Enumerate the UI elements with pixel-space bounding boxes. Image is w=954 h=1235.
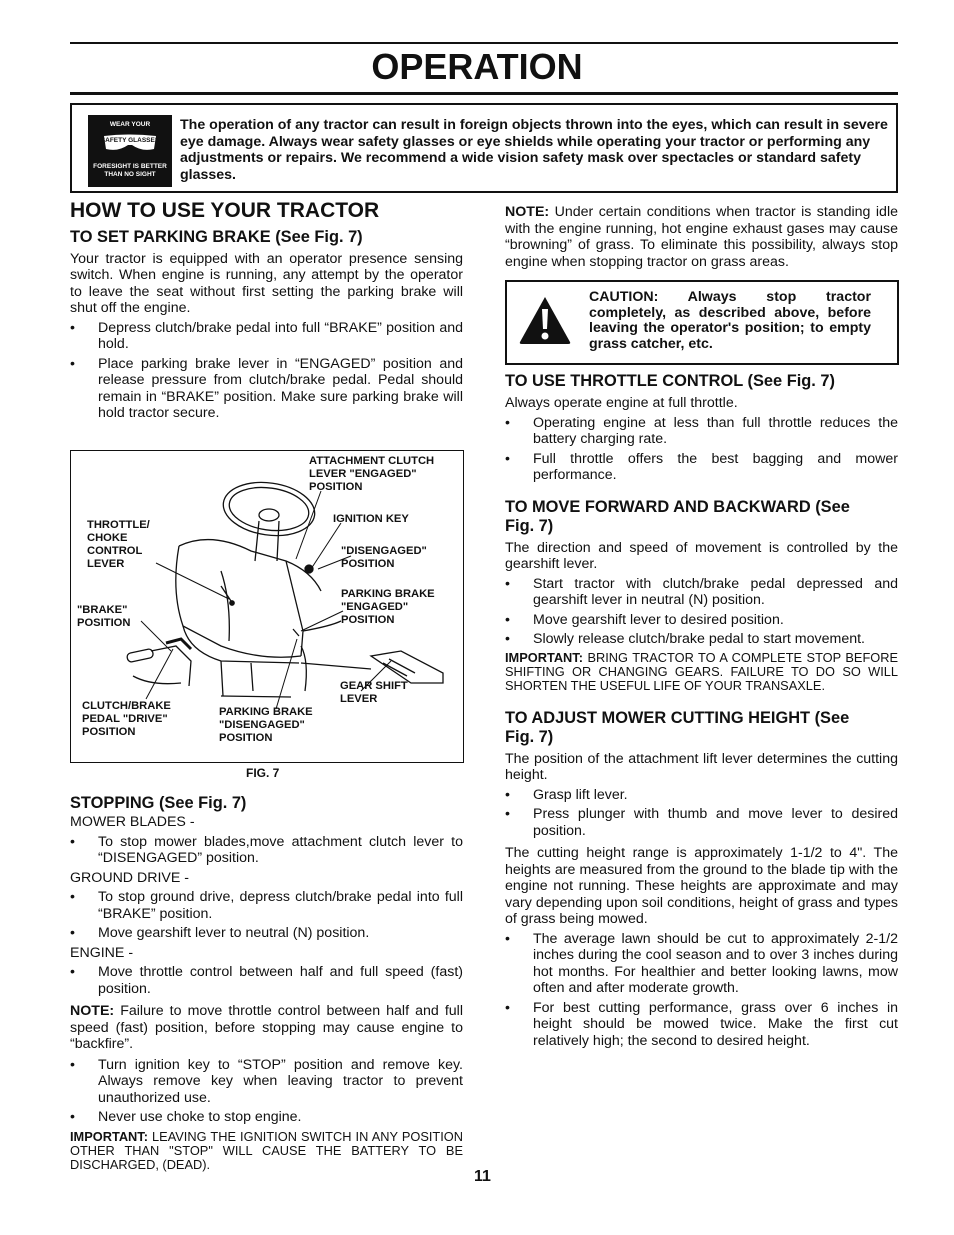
safety-glasses-badge: [88, 115, 172, 187]
list-item: • Press plunger with thumb and move lever to desired position.: [505, 806, 898, 839]
section-heading: HOW TO USE YOUR TRACTOR: [70, 199, 380, 222]
move-list: [505, 576, 898, 648]
label-disengaged-position: "DISENGAGED" POSITION: [341, 545, 427, 570]
list-item: • Move gearshift lever to neutral (N) position.: [70, 925, 463, 942]
parking-brake-intro: Your tractor is equipped with an operator presence sensing switch. When engine is running, any attempt by the operator to leave the seat without first setting the parking brake will shut off the engine.: [70, 250, 463, 316]
engine-list: [70, 964, 463, 997]
list-item: • Depress clutch/brake pedal into full “BRAKE” position and hold.: [70, 320, 463, 353]
badge-bottom-text: FORESIGHT IS BETTER THAN NO SIGHT: [93, 163, 167, 178]
caution-box: [505, 280, 899, 365]
label-clutch-brake-pedal: CLUTCH/BRAKE PEDAL "DRIVE" POSITION: [82, 700, 171, 738]
parking-brake-title: TO SET PARKING BRAKE (See Fig. 7): [70, 227, 363, 246]
left-column-bottom: [70, 794, 463, 1175]
page-number: 11: [474, 1168, 491, 1185]
ignition-important: IMPORTANT: LEAVING THE IGNITION SWITCH IN ANY POSITION OTHER THAN "STOP" WILL CAUSE THE BATTERY TO BE DISCHARGED, (DEAD).: [70, 1128, 463, 1172]
caution-text: CAUTION: Always stop tractor completely, as described above, before leaving the operator's position; to empty grass catcher, etc.: [589, 289, 871, 352]
list-item: • Grasp lift lever.: [505, 787, 898, 804]
parking-brake-list: [70, 320, 463, 422]
badge-top-text: WEAR YOUR: [109, 121, 151, 128]
badge-mid-text: SAFETY GLASSES: [100, 137, 160, 144]
label-brake-position: "BRAKE" POSITION: [77, 604, 131, 629]
list-item: • The average lawn should be cut to approximately 2-1/2 inches during the cool season and to over 3 inches during hot months. For healthier and better looking lawns, mow often and after moderate growth.: [505, 931, 898, 997]
label-parking-brake-engaged: PARKING BRAKE "ENGAGED" POSITION: [341, 588, 435, 626]
cutting-list-2: [505, 931, 898, 1050]
cutting-paragraph: The cutting height range is approximately 1-1/2 to 4". The heights are measured from the ground to the blade tip with the engine not running. These heights are approximate and may vary depending upon soil conditions, height of grass and types of grass being mowed.: [505, 845, 898, 927]
list-item: • Move gearshift lever to desired position.: [505, 612, 898, 629]
engine-label: ENGINE -: [70, 944, 134, 961]
figure-caption: FIG. 7: [246, 766, 280, 780]
list-item: • Start tractor with clutch/brake pedal depressed and gearshift lever in neutral (N) position.: [505, 576, 898, 609]
cutting-intro: The position of the attachment lift lever determines the cutting height.: [505, 750, 898, 783]
list-item: • Move throttle control between half and full speed (fast) position.: [70, 964, 463, 997]
list-item: • Turn ignition key to “STOP” position and remove key. Always remove key when leaving tractor to prevent unauthorized use.: [70, 1057, 463, 1107]
list-item: • Never use choke to stop engine.: [70, 1109, 463, 1126]
mower-blades-list: [70, 834, 463, 867]
safety-glasses-warning: [70, 103, 898, 193]
right-column-body: [505, 372, 898, 1052]
list-item: • Full throttle offers the best bagging and mower performance.: [505, 451, 898, 484]
label-gear-shift-lever: GEAR SHIFT LEVER: [340, 680, 408, 705]
list-item: • Slowly release clutch/brake pedal to start movement.: [505, 631, 898, 648]
left-column-top: [70, 199, 463, 425]
throttle-title: TO USE THROTTLE CONTROL (See Fig. 7): [505, 372, 835, 390]
label-attachment-clutch: ATTACHMENT CLUTCH LEVER "ENGAGED" POSITION: [309, 455, 435, 493]
cutting-list: [505, 787, 898, 840]
browning-note: NOTE: Under certain conditions when tractor is standing idle with the engine running, hot engine exhaust gases may cause “browning” of grass. To eliminate this possibility, always stop engine when stopping tractor on grass areas.: [505, 204, 898, 270]
cutting-title: TO ADJUST MOWER CUTTING HEIGHT (See Fig. 7): [505, 708, 850, 746]
right-column-top: [505, 204, 898, 273]
ground-drive-label: GROUND DRIVE -: [70, 869, 190, 886]
throttle-intro: Always operate engine at full throttle.: [505, 395, 738, 411]
move-important: IMPORTANT: BRING TRACTOR TO A COMPLETE STOP BEFORE SHIFTING OR CHANGING GEARS. FAILURE TO DO SO WILL SHORTEN THE USEFUL LIFE OF YOUR TRANSAXLE.: [505, 649, 898, 693]
figure-7: [70, 450, 464, 763]
warning-triangle-icon: [517, 294, 573, 346]
backfire-note: NOTE: Failure to move throttle control between half and full speed (fast) position, before stopping may cause engine to “backfire”.: [70, 1003, 463, 1052]
throttle-list: [505, 415, 898, 484]
stopping-title: STOPPING (See Fig. 7): [70, 794, 247, 812]
list-item: • Place parking brake lever in “ENGAGED” position and release pressure from clutch/brake pedal. Pedal should remain in “BRAKE” position. Make sure parking brake will hold tractor secure.: [70, 356, 463, 422]
label-throttle-choke: THROTTLE/ CHOKE CONTROL LEVER: [87, 519, 150, 570]
list-item: • To stop ground drive, depress clutch/brake pedal into full “BRAKE” position.: [70, 889, 463, 922]
move-title: TO MOVE FORWARD AND BACKWARD (See Fig. 7): [505, 497, 850, 535]
list-item: • To stop mower blades,move attachment clutch lever to “DISENGAGED” position.: [70, 834, 463, 867]
label-ignition-key: IGNITION KEY: [333, 513, 409, 525]
list-item: • Operating engine at less than full throttle reduces the battery charging rate.: [505, 415, 898, 448]
ground-drive-list: [70, 889, 463, 942]
title-rule: [70, 92, 898, 95]
warning-text: The operation of any tractor can result in foreign objects thrown into the eyes, which can result in severe eye damage. Always wear safety glasses or eye shields while operating your tractor or performing any adjustments or repairs. We recommend a wide vision safety mask over spectacles or standard safety glasses.: [180, 117, 888, 183]
mower-blades-label: MOWER BLADES -: [70, 814, 195, 830]
page-title: OPERATION: [371, 46, 583, 87]
ignition-list: [70, 1057, 463, 1126]
top-rule: [70, 42, 898, 44]
label-parking-brake-disengaged: PARKING BRAKE "DISENGAGED" POSITION: [219, 706, 313, 744]
list-item: • For best cutting performance, grass over 6 inches in height should be mowed twice. Make the first cut relatively high; the second to desired height.: [505, 1000, 898, 1050]
move-intro: The direction and speed of movement is controlled by the gearshift lever.: [505, 539, 898, 572]
